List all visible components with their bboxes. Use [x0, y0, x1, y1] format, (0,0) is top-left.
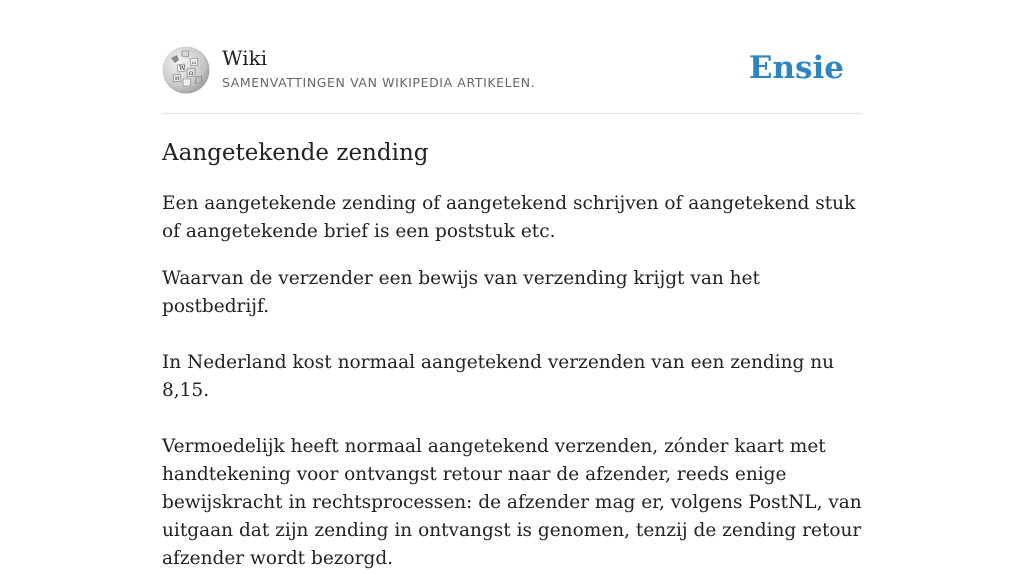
- article: [162, 138, 862, 573]
- wikipedia-globe-icon[interactable]: [162, 46, 210, 94]
- site-title[interactable]: Wiki: [222, 46, 268, 70]
- article-paragraph: Een aangetekende zending of aangetekend schrijven of aangetekend stuk of aangetekende brief is een poststuk etc.: [162, 193, 856, 242]
- header-divider: [162, 113, 862, 114]
- article-paragraph: In Nederland kost normaal aangetekend verzenden van een zending nu 8,15.: [162, 352, 835, 401]
- ensie-brand-logo[interactable]: Ensie: [748, 50, 844, 86]
- site-header: [162, 46, 862, 96]
- svg-text:И: И: [175, 76, 180, 82]
- article-paragraph: Vermoedelijk heeft normaal aangetekend verzenden, zónder kaart met handtekening voor ontvangst retour naar de afzender, reeds enige bewijskracht in rechtsprocessen: de afzender mag er, volgens PostNL, van uitgaan dat zijn zending in ontvangst is genomen, tenzij de zending retour afzender wordt bezorgd.: [162, 436, 862, 569]
- svg-text:Ω: Ω: [189, 71, 194, 77]
- article-title: Aangetekende zending: [162, 140, 429, 166]
- svg-text:ω: ω: [192, 60, 197, 66]
- article-paragraph: Waarvan de verzender een bewijs van verzending krijgt van het postbedrijf.: [162, 268, 760, 317]
- svg-text:W: W: [179, 65, 186, 72]
- site-tagline: SAMENVATTINGEN VAN WIKIPEDIA ARTIKELEN.: [222, 75, 536, 90]
